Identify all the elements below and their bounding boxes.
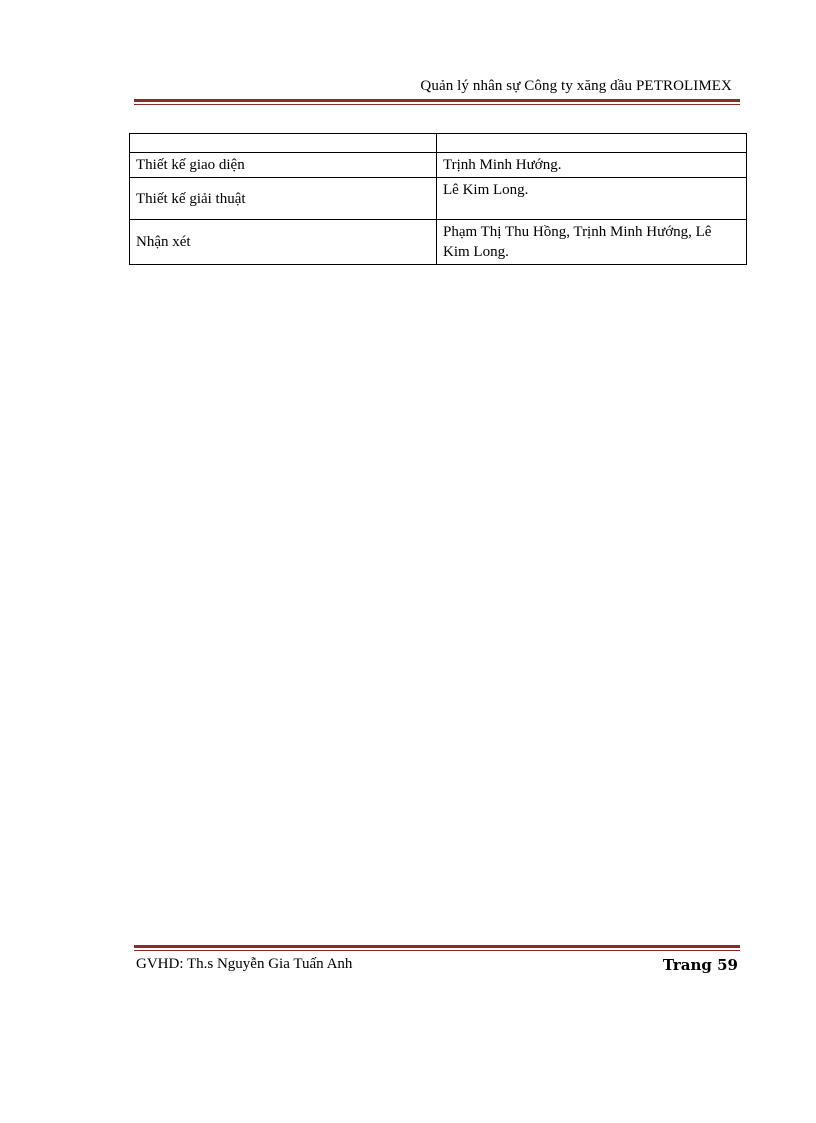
table-row xyxy=(130,178,747,220)
header-rule xyxy=(134,99,740,105)
header-rule-thin xyxy=(134,104,740,105)
footer-rule-thick xyxy=(134,945,740,948)
footer-rule-thin xyxy=(134,950,740,951)
assignment-table xyxy=(129,133,747,265)
header-rule-thick xyxy=(134,99,740,102)
table-cell-task: Nhận xét xyxy=(130,220,437,265)
table-cell-task: Thiết kế giao diện xyxy=(130,153,437,178)
table-cell-members: Trịnh Minh Hướng. xyxy=(437,153,747,178)
footer-advisor: GVHD: Th.s Nguyễn Gia Tuấn Anh xyxy=(136,956,353,972)
running-header-title: Quản lý nhân sự Công ty xăng dầu PETROLIMEX xyxy=(420,78,732,94)
table-cell-task xyxy=(130,134,437,153)
footer-page-number: Trang 59 xyxy=(662,956,738,974)
footer-rule xyxy=(134,945,740,951)
table-row xyxy=(130,153,747,178)
table-row xyxy=(130,220,747,265)
table-cell-task: Thiết kế giải thuật xyxy=(130,178,437,220)
table-cell-members: Phạm Thị Thu Hồng, Trịnh Minh Hướng, Lê Kim Long. xyxy=(437,220,747,265)
table-cell-members: Lê Kim Long. xyxy=(437,178,747,220)
table-cell-members xyxy=(437,134,747,153)
table-row xyxy=(130,134,747,153)
